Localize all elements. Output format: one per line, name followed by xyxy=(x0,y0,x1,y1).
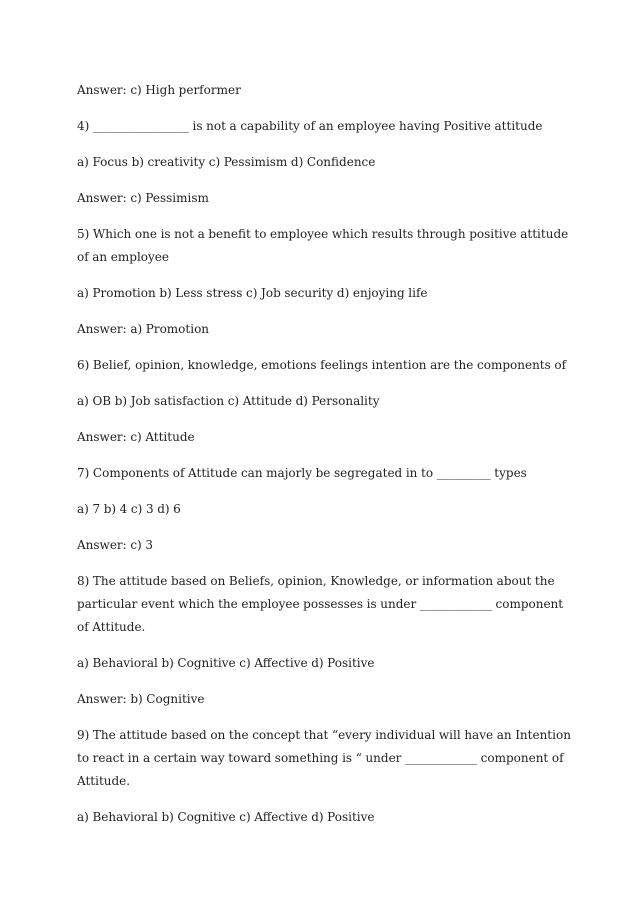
question-7: 7) Components of Attitude can majorly be segregated in to _________ types xyxy=(77,466,527,480)
question-4: 4) ________________ is not a capability of an employee having Positive attitude xyxy=(77,119,543,133)
options-8: a) Behavioral b) Cognitive c) Affective d) Positive xyxy=(77,656,375,670)
options-5: a) Promotion b) Less stress c) Job security d) enjoying life xyxy=(77,286,428,300)
answer-3: Answer: c) High performer xyxy=(77,83,241,97)
question-9: 9) The attitude based on the concept that “every individual will have an Intention to react in a certain way toward something is “ under ____________ component of Attitude. xyxy=(77,728,571,788)
answer-6: Answer: c) Attitude xyxy=(77,430,195,444)
options-4: a) Focus b) creativity c) Pessimism d) Confidence xyxy=(77,155,376,169)
answer-5: Answer: a) Promotion xyxy=(77,322,210,336)
answer-7: Answer: c) 3 xyxy=(77,538,153,552)
options-6: a) OB b) Job satisfaction c) Attitude d) Personality xyxy=(77,394,380,408)
question-5: 5) Which one is not a benefit to employee which results through positive attitude of an employee xyxy=(77,227,569,264)
options-9: a) Behavioral b) Cognitive c) Affective d) Positive xyxy=(77,810,375,824)
answer-8: Answer: b) Cognitive xyxy=(77,692,205,706)
question-8: 8) The attitude based on Beliefs, opinion, Knowledge, or information about the particular event which the employee possesses is under ____________ component of Attitude. xyxy=(77,574,564,634)
document-content xyxy=(77,79,572,842)
question-6: 6) Belief, opinion, knowledge, emotions feelings intention are the components of xyxy=(77,358,567,372)
options-7: a) 7 b) 4 c) 3 d) 6 xyxy=(77,502,181,516)
answer-4: Answer: c) Pessimism xyxy=(77,191,209,205)
